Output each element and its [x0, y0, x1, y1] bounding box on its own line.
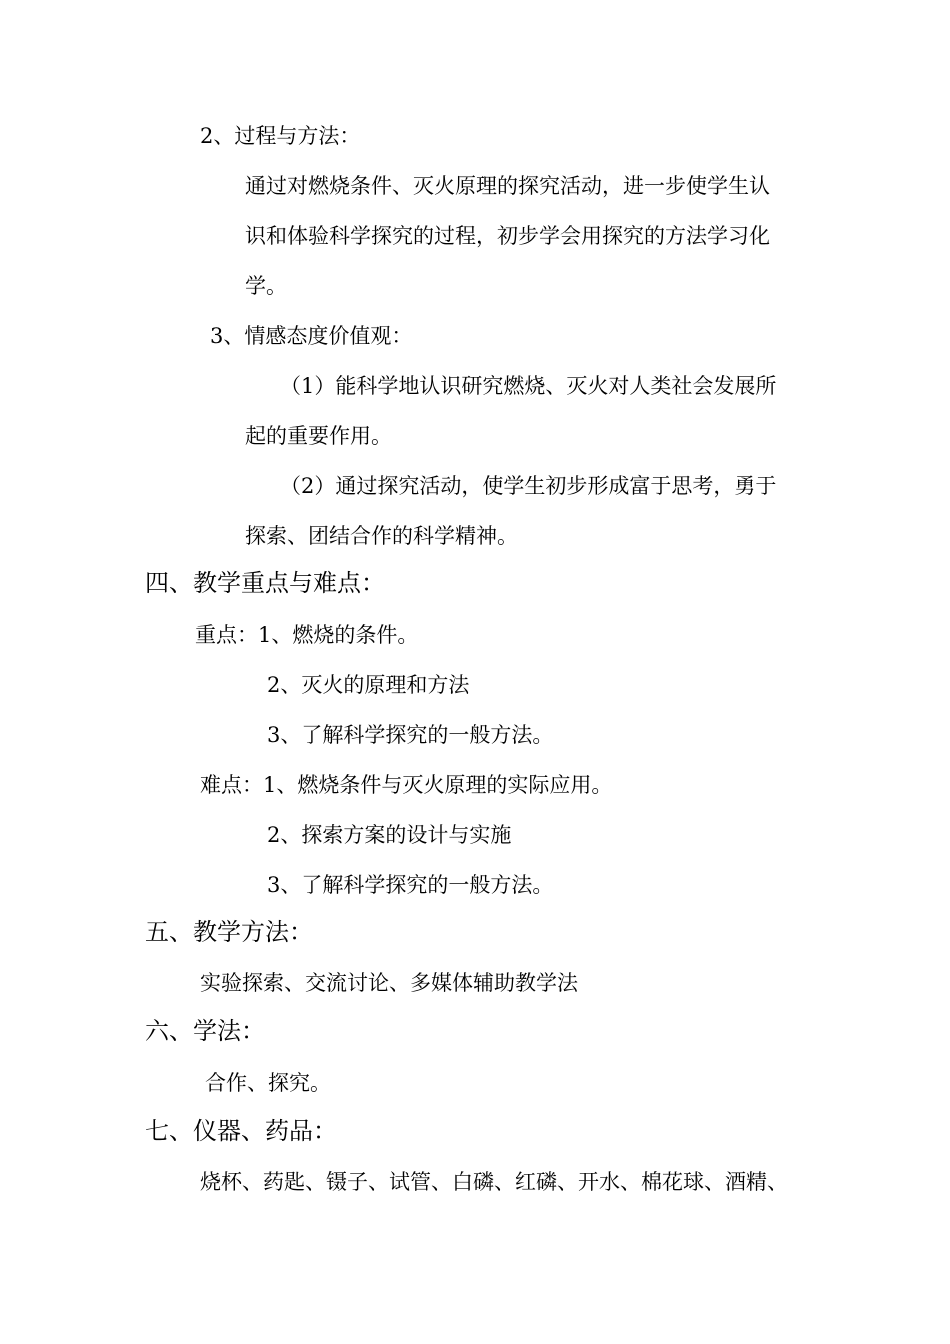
text-line: 2、灭火的原理和方法	[267, 673, 470, 697]
text-line: 3、情感态度价值观：	[210, 324, 413, 348]
text-line: （2）通过探究活动，使学生初步形成富于思考，勇于	[280, 474, 777, 498]
text-line: 合作、探究。	[205, 1071, 331, 1095]
text-line: 起的重要作用。	[245, 424, 392, 448]
text-line: 实验探索、交流讨论、多媒体辅助教学法	[200, 971, 578, 995]
text-line: 2、过程与方法：	[200, 124, 361, 148]
text-line: 3、了解科学探究的一般方法。	[267, 873, 554, 897]
text-line: 学。	[245, 274, 287, 298]
section-heading: 五、教学方法：	[145, 918, 313, 946]
text-line: 2、探索方案的设计与实施	[267, 823, 512, 847]
section-heading: 七、仪器、药品：	[145, 1117, 337, 1145]
text-line: 通过对燃烧条件、灭火原理的探究活动，进一步使学生认	[245, 174, 770, 198]
section-heading: 六、学法：	[145, 1017, 265, 1045]
text-line: 探索、团结合作的科学精神。	[245, 524, 518, 548]
text-line: 重点：1、燃烧的条件。	[195, 623, 419, 647]
text-line: 难点：1、燃烧条件与灭火原理的实际应用。	[200, 773, 613, 797]
text-line: 识和体验科学探究的过程，初步学会用探究的方法学习化	[245, 224, 770, 248]
text-line: （1）能科学地认识研究燃烧、灭火对人类社会发展所	[280, 374, 777, 398]
text-line: 3、了解科学探究的一般方法。	[267, 723, 554, 747]
text-line: 烧杯、药匙、镊子、试管、白磷、红磷、开水、棉花球、酒精、	[200, 1170, 788, 1194]
section-heading: 四、教学重点与难点：	[145, 569, 385, 597]
